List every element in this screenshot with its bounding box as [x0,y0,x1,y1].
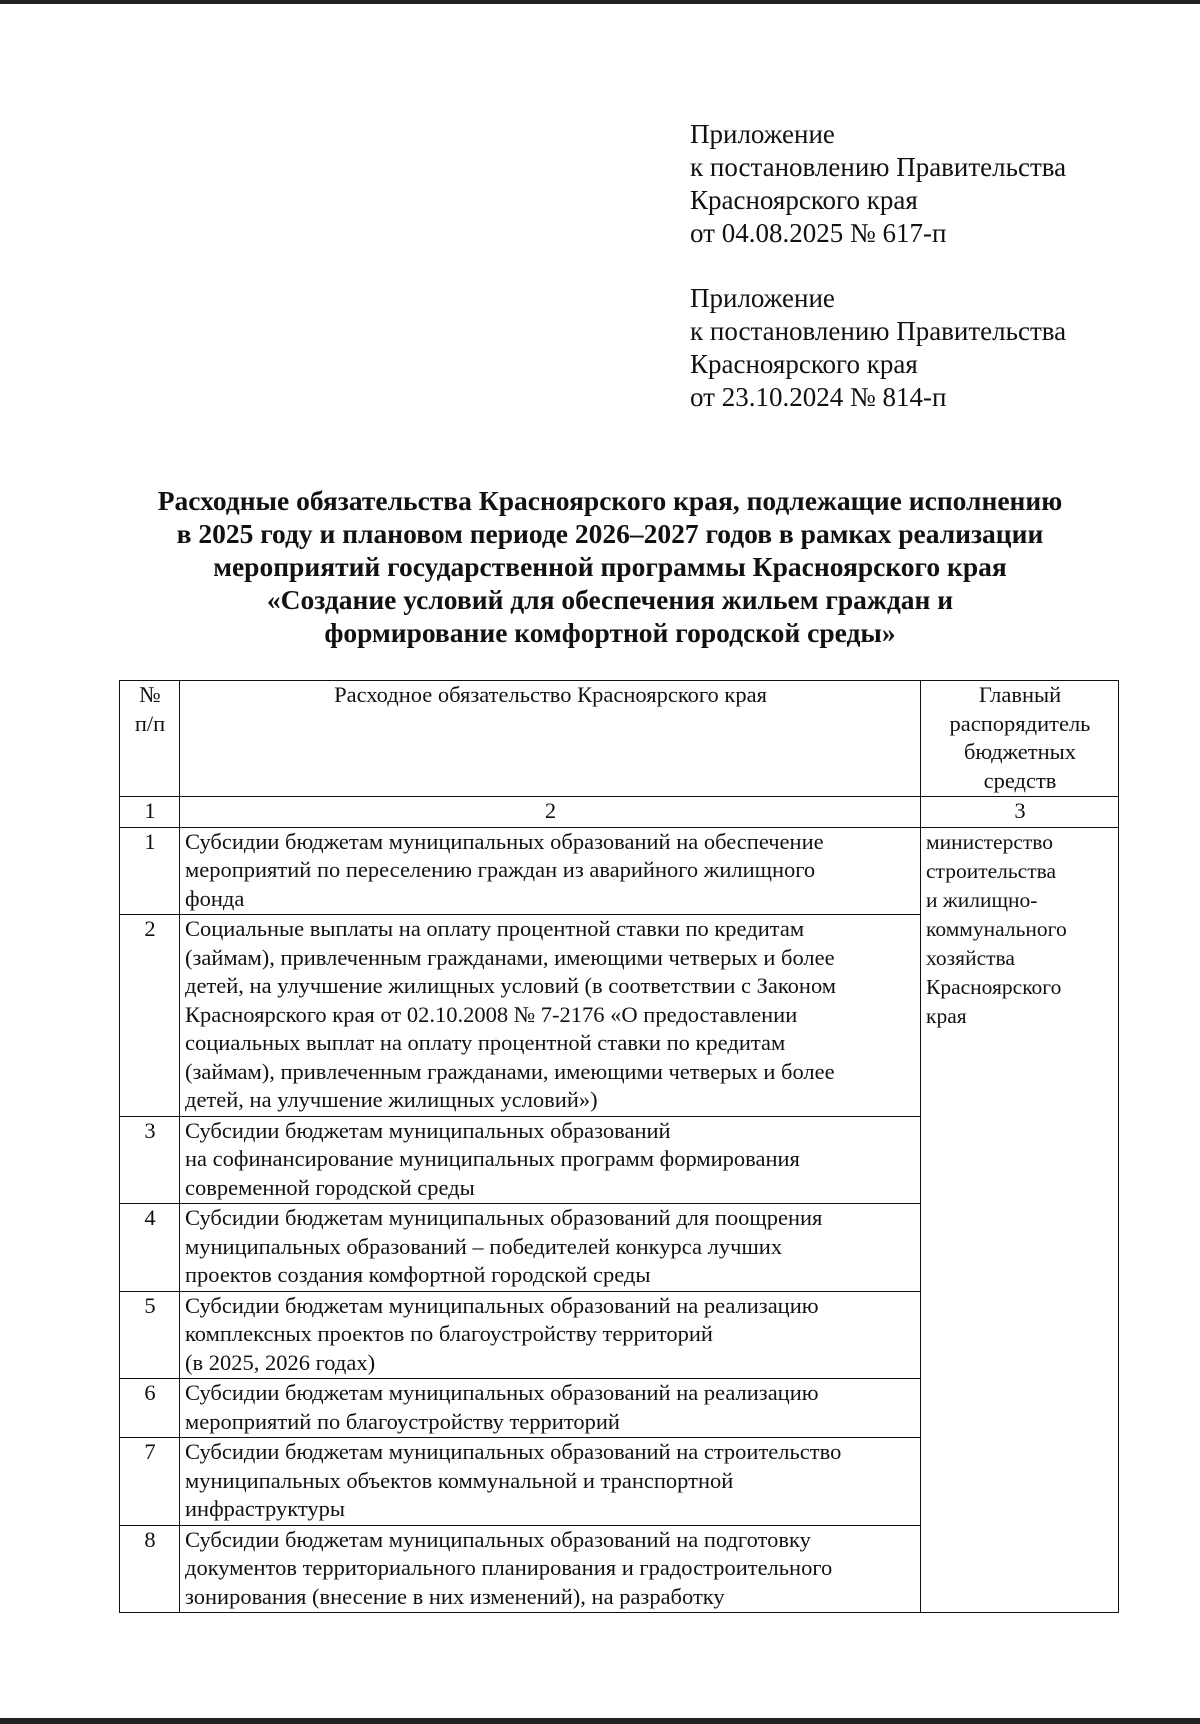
row-number: 8 [120,1525,180,1613]
row-number: 1 [120,827,180,915]
table-row [120,827,1119,915]
row-obligation: Субсидии бюджетам муниципальных образований на софинансирование муниципальных программ формирования современной городской среды [180,1116,921,1204]
budget-manager-cell: министерство строительства и жилищно- коммунального хозяйства Красноярского края [921,827,1119,1613]
row-obligation: Социальные выплаты на оплату процентной ставки по кредитам (займам), привлеченным гражданами, имеющими четверых и более детей, на улучшение жилищных условий (в соответствии с Законом Красноярского края от 02.10.2008 № 7-2176 «О предоставлении социальных выплат на оплату процентной ставки по кредитам (займам), привлеченным гражданами, имеющими четверых и более детей, на улучшение жилищных условий») [180,915,921,1117]
approval-line: к постановлению Правительства [690,152,1067,182]
row-obligation: Субсидии бюджетам муниципальных образований на реализацию комплексных проектов по благоустройству территорий (в 2025, 2026 годах) [180,1291,921,1379]
approval-block-current [690,118,1066,250]
scan-bottom-edge [0,1718,1200,1724]
title-line: в 2025 году и плановом периоде 2026–2027 годов в рамках реализации [176,518,1044,549]
row-obligation: Субсидии бюджетам муниципальных образований на обеспечение мероприятий по переселению граждан из аварийного жилищного фонда [180,827,921,915]
row-number: 5 [120,1291,180,1379]
approval-line: Приложение [690,119,835,149]
obligations-table [119,680,1119,1613]
row-number: 2 [120,915,180,1117]
column-number: 2 [180,797,921,828]
scan-top-edge [0,0,1200,4]
approval-block-original [690,282,1066,414]
row-number: 4 [120,1204,180,1292]
approval-line: Красноярского края [690,185,918,215]
approval-line: Приложение [690,283,835,313]
title-line: мероприятий государственной программы Красноярского края [213,551,1007,582]
approval-line: от 04.08.2025 № 617-п [690,218,947,248]
row-number: 7 [120,1438,180,1526]
row-obligation: Субсидии бюджетам муниципальных образований для поощрения муниципальных образований – победителей конкурса лучших проектов создания комфортной городской среды [180,1204,921,1292]
title-line: «Создание условий для обеспечения жильем граждан и [266,584,954,615]
approval-line: от 23.10.2024 № 814-п [690,382,947,412]
title-line: Расходные обязательства Красноярского края, подлежащие исполнению [157,485,1063,516]
header-manager: Главный распорядитель бюджетных средств [921,681,1119,797]
title-line: формирование комфортной городской среды» [324,617,896,648]
column-number: 1 [120,797,180,828]
row-number: 3 [120,1116,180,1204]
approval-line: Красноярского края [690,349,918,379]
table-header-row [120,681,1119,797]
row-number: 6 [120,1379,180,1438]
header-num: № п/п [120,681,180,797]
document-title [110,484,1110,649]
approval-line: к постановлению Правительства [690,316,1067,346]
row-obligation: Субсидии бюджетам муниципальных образований на подготовку документов территориального планирования и градостроительного зонирования (внесение в них изменений), на разработку [180,1525,921,1613]
row-obligation: Субсидии бюджетам муниципальных образований на строительство муниципальных объектов коммунальной и транспортной инфраструктуры [180,1438,921,1526]
column-number-row [120,797,1119,828]
header-obligation: Расходное обязательство Красноярского края [180,681,921,797]
column-number: 3 [921,797,1119,828]
row-obligation: Субсидии бюджетам муниципальных образований на реализацию мероприятий по благоустройству территорий [180,1379,921,1438]
